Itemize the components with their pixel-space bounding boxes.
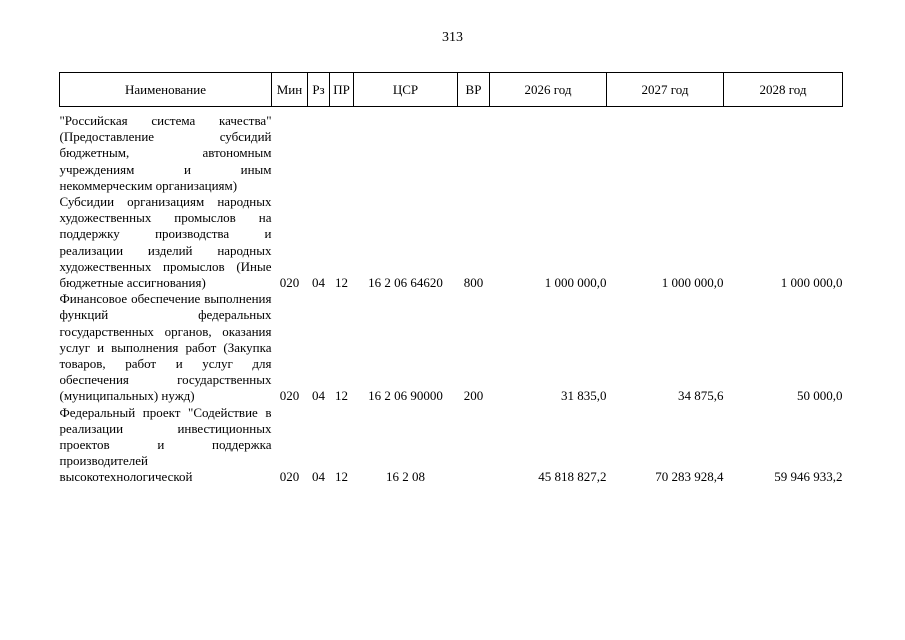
row-name: Финансовое обеспечение выполнения функций федеральных государственных органов, оказания услуг и выполнения работ (Закупка товаров, работ и услуг для обеспечения государственных (муниципальных) нужд) [59,291,272,404]
row-vr [458,107,490,195]
row-2026 [490,107,607,195]
header-min: Мин [272,73,308,107]
row-2028: 50 000,0 [797,388,843,404]
row-rz [308,107,330,195]
row-pr: 12 [335,469,348,485]
row-min: 020 [279,275,300,291]
row-csr [354,107,458,195]
header-vr: ВР [458,73,490,107]
table-header-row [60,73,843,107]
row-2027: 1 000 000,0 [661,275,724,291]
row-2027: 70 283 928,4 [655,469,724,485]
row-min: 020 [279,469,300,485]
row-2026: 31 835,0 [561,388,607,404]
row-csr: 16 2 06 90000 [368,388,443,404]
row-vr: 800 [463,275,484,291]
header-pr: ПР [330,73,354,107]
row-vr [458,405,490,486]
row-2027 [607,107,724,195]
row-2028: 59 946 933,2 [774,469,843,485]
table-row [60,107,843,195]
row-2028 [724,107,843,195]
budget-table [59,72,843,486]
row-rz: 04 [312,275,325,291]
row-csr: 16 2 08 [386,469,425,485]
table-row [60,194,843,291]
header-csr: ЦСР [354,73,458,107]
row-min [272,107,308,195]
row-rz: 04 [312,469,325,485]
row-name: Субсидии организациям народных художественных промыслов на поддержку производства и реализации изделий народных художественных промыслов (Иные бюджетные ассигнования) [59,194,272,291]
row-name: "Российская система качества" (Предоставление субсидий бюджетным, автономным учреждениям и иным некоммерческим организациям) [59,113,272,193]
row-pr: 12 [335,275,348,291]
row-min: 020 [279,388,300,404]
row-2028: 1 000 000,0 [780,275,843,291]
header-2027: 2027 год [607,73,724,107]
row-rz: 04 [312,388,325,404]
table-row [60,291,843,404]
header-rz: Рз [308,73,330,107]
row-name: Федеральный проект "Содействие в реализации инвестиционных проектов и поддержка производителей высокотехнологической [59,404,272,485]
row-pr [330,107,354,195]
row-2027: 34 875,6 [678,388,724,404]
row-2026: 1 000 000,0 [544,275,607,291]
header-2026: 2026 год [490,73,607,107]
page-number: 313 [442,30,463,45]
header-name: Наименование [60,73,272,107]
row-2026: 45 818 827,2 [538,469,607,485]
table-row [60,405,843,486]
header-2028: 2028 год [724,73,843,107]
row-vr: 200 [463,388,484,404]
row-csr: 16 2 06 64620 [368,275,443,291]
row-pr: 12 [335,388,348,404]
